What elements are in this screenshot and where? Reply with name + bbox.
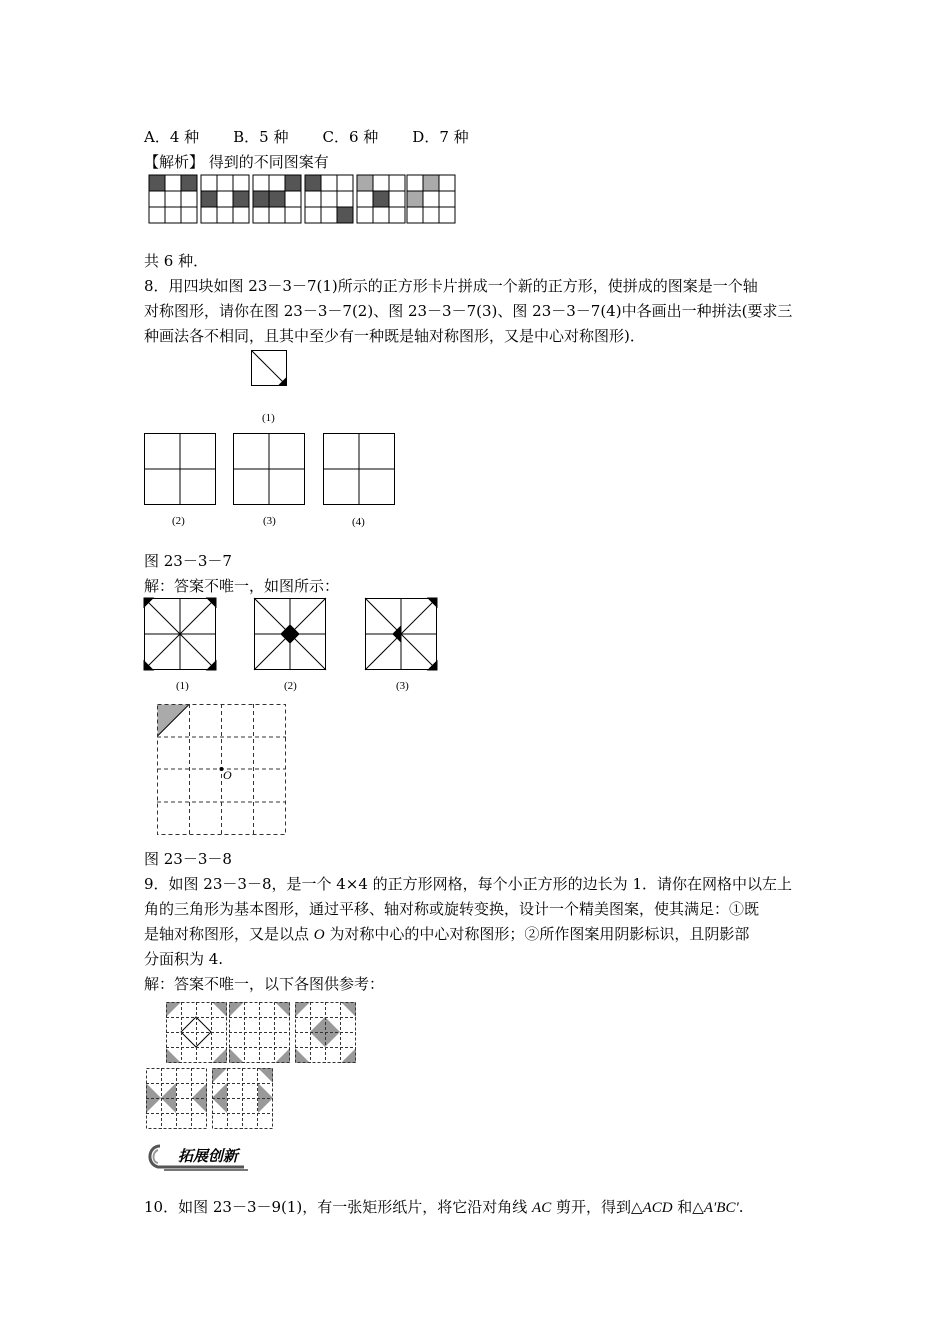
pattern-grids-figure: [149, 175, 455, 225]
label-4: (4): [352, 516, 365, 528]
empty-grids: [144, 433, 398, 508]
q8-line-1: 8．用四块如图 23－3－7(1)所示的正方形卡片拼成一个新的正方形，使拼成的图案是一个轴: [144, 277, 758, 295]
q9-line-1: 9．如图 23－3－8，是一个 4×4 的正方形网格，每个小正方形的边长为 1．请你在网格中以左上: [144, 875, 792, 893]
q8-line-3: 种画法各不相同，且其中至少有一种既是轴对称图形，又是中心对称图形)．: [144, 327, 645, 345]
q8-line-2: 对称图形，请你在图 23－3－7(2)、图 23－3－7(3)、图 23－3－7(4)中各画出一种拼法(要求三: [144, 302, 793, 320]
option-d: D．7 种: [412, 128, 469, 146]
label-3: (3): [263, 515, 276, 527]
center-label: O: [223, 768, 232, 782]
sol-label-3: (3): [396, 680, 409, 692]
option-b: B．5 种: [233, 128, 289, 146]
fig-23-3-7-caption: 图 23－3－7: [144, 552, 232, 570]
label-2: (2): [172, 515, 185, 527]
q9-line-4: 分面积为 4.: [144, 950, 224, 968]
q9-line-2: 角的三角形为基本图形，通过平移、轴对称或旋转变换，设计一个精美图案，使其满足：①既: [144, 900, 760, 918]
grid-4x4-figure: [157, 704, 287, 836]
solution-figures: [144, 598, 440, 672]
fig-23-3-8-caption: 图 23－3－8: [144, 850, 232, 868]
banner-title: 拓展创新: [178, 1147, 239, 1165]
total-line: 共 6 种．: [144, 252, 209, 270]
sol-label-2: (2): [284, 680, 297, 692]
label-1: (1): [262, 412, 275, 424]
option-c: C．6 种: [322, 128, 379, 146]
card-figure: [251, 350, 287, 386]
q9-line-3: 是轴对称图形，又是以点 O 为对称中心的中心对称图形；②所作图案用阴影标识，且阴影部: [144, 925, 750, 943]
q10-line-1: 10．如图 23－3－9(1)，有一张矩形纸片，将它沿对角线 AC 剪开，得到△ACD 和△A′BC′.: [144, 1198, 744, 1216]
sol-label-1: (1): [176, 680, 189, 692]
answer-options: [144, 124, 503, 150]
q9-sample-patterns: [146, 1002, 361, 1132]
analysis-line: 【解析】 得到的不同图案有: [144, 153, 329, 171]
q9-solution: 解：答案不唯一，以下各图供参考：: [144, 975, 385, 993]
option-a: A．4 种: [144, 128, 200, 146]
q8-solution: 解：答案不唯一，如图所示：: [144, 577, 340, 595]
